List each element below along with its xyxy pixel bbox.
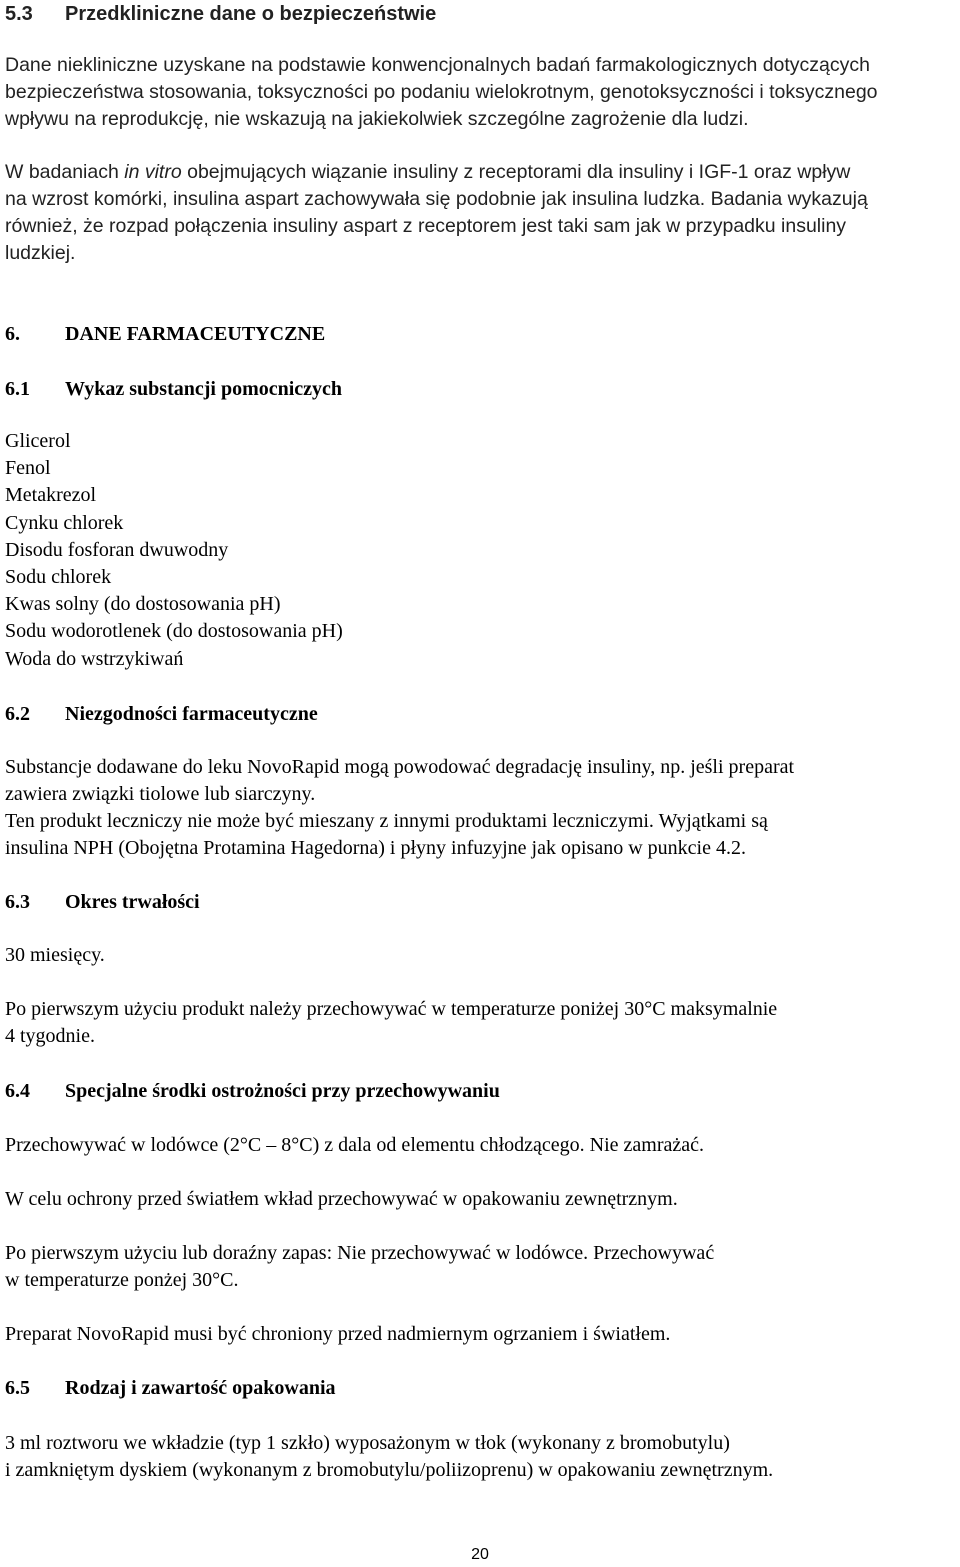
section-5-3-paragraph-1 xyxy=(5,52,955,133)
section-6-4-heading xyxy=(5,1079,955,1103)
text-line: 4 tygodnie. xyxy=(5,1025,95,1047)
list-item: Disodu fosforan dwuwodny xyxy=(5,538,229,561)
text-line: Przechowywać w lodówce (2°C – 8°C) z dala od elementu chłodzącego. Nie zamrażać. xyxy=(5,1134,705,1156)
section-6-3-paragraph-2 xyxy=(5,996,955,1050)
list-item: Fenol xyxy=(5,457,51,480)
section-6-heading xyxy=(5,322,955,346)
section-5-3-heading xyxy=(5,2,955,26)
list-item: Glicerol xyxy=(5,430,71,452)
text-fragment: W badaniach xyxy=(5,161,125,183)
text-line: 30 miesięcy. xyxy=(5,944,105,966)
text-line: zawiera związki tiolowe lub siarczyny. xyxy=(5,783,316,805)
section-title: Okres trwałości xyxy=(65,891,200,913)
section-6-1-heading xyxy=(5,377,955,401)
text-line: insulina NPH (Obojętna Protamina Hagedorna) i płyny infuzyjne jak opisano w punkcie 4.2. xyxy=(5,837,746,859)
text-line: bezpieczeństwa stosowania, toksyczności po podaniu wielokrotnym, genotoksyczności i toksycznego xyxy=(5,81,878,103)
text-line: Po pierwszym użyciu produkt należy przechowywać w temperaturze poniżej 30°C maksymalnie xyxy=(5,998,778,1020)
text-line: Substancje dodawane do leku NovoRapid mogą powodować degradację insuliny, np. jeśli preparat xyxy=(5,756,795,778)
section-6-2-heading xyxy=(5,702,955,726)
list-item: Cynku chlorek xyxy=(5,511,124,534)
list-item: Kwas solny (do dostosowania pH) xyxy=(5,593,281,616)
text-line: W celu ochrony przed światłem wkład przechowywać w opakowaniu zewnętrznym. xyxy=(5,1188,678,1210)
text-line: w temperaturze ponżej 30°C. xyxy=(5,1269,239,1291)
text-line: wpływu na reprodukcję, nie wskazują na jakiekolwiek szczególne zagrożenie dla ludzi. xyxy=(5,108,749,130)
section-title: DANE FARMACEUTYCZNE xyxy=(65,323,326,345)
text-line: i zamkniętym dyskiem (wykonanym z bromobutylu/poliizoprenu) w opakowaniu zewnętrznym. xyxy=(5,1459,774,1481)
section-6-3-paragraph-1 xyxy=(5,942,955,969)
section-6-5-heading xyxy=(5,1376,955,1400)
section-6-4-paragraph-4 xyxy=(5,1321,955,1348)
section-title: Specjalne środki ostrożności przy przechowywaniu xyxy=(65,1080,500,1102)
text-line: Po pierwszym użyciu lub doraźny zapas: Nie przechowywać w lodówce. Przechowywać xyxy=(5,1242,715,1264)
section-title: Przedkliniczne dane o bezpieczeństwie xyxy=(65,3,437,25)
text-line: 3 ml roztworu we wkładzie (typ 1 szkło) wyposażonym w tłok (wykonany z bromobutylu) xyxy=(5,1432,730,1454)
text-line: na wzrost komórki, insulina aspart zachowywała się podobnie jak insulina ludzka. Badania wykazują xyxy=(5,188,868,210)
section-number: 6.3 xyxy=(5,891,30,913)
text-line: również, że rozpad połączenia insuliny aspart z receptorem jest taki sam jak w przypadku insuliny xyxy=(5,215,847,237)
list-item: Sodu chlorek xyxy=(5,566,112,589)
section-number: 5.3 xyxy=(5,3,33,25)
excipients-list xyxy=(5,428,955,673)
italic-term: in vitro xyxy=(124,161,182,183)
section-6-4-paragraph-2 xyxy=(5,1186,955,1213)
text-line: ludzkiej. xyxy=(5,242,76,264)
section-6-3-heading xyxy=(5,890,955,914)
list-item: Metakrezol xyxy=(5,484,97,507)
section-number: 6. xyxy=(5,323,20,345)
text-line: Dane niekliniczne uzyskane na podstawie konwencjonalnych badań farmakologicznych dotyczących xyxy=(5,54,870,76)
text-line: Preparat NovoRapid musi być chroniony przed nadmiernym ogrzaniem i światłem. xyxy=(5,1323,671,1345)
section-6-5-paragraph xyxy=(5,1430,955,1484)
section-6-4-paragraph-1 xyxy=(5,1132,955,1159)
section-6-4-paragraph-3 xyxy=(5,1240,955,1294)
section-title: Rodzaj i zawartość opakowania xyxy=(65,1377,336,1399)
list-item: Sodu wodorotlenek (do dostosowania pH) xyxy=(5,620,343,643)
section-title: Wykaz substancji pomocniczych xyxy=(65,378,343,400)
list-item: Woda do wstrzykiwań xyxy=(5,647,184,670)
section-number: 6.2 xyxy=(5,703,30,725)
text-fragment: obejmujących wiązanie insuliny z receptorami dla insuliny i IGF-1 oraz wpływ xyxy=(181,161,851,183)
section-6-2-paragraph xyxy=(5,754,955,862)
text-line xyxy=(5,159,955,186)
section-title: Niezgodności farmaceutyczne xyxy=(65,703,318,725)
section-5-3-paragraph-2 xyxy=(5,159,955,267)
text-line: Ten produkt leczniczy nie może być mieszany z innymi produktami leczniczymi. Wyjątkami są xyxy=(5,810,768,832)
section-number: 6.5 xyxy=(5,1377,30,1399)
page-number: 20 xyxy=(471,1546,489,1563)
section-number: 6.4 xyxy=(5,1080,30,1102)
section-number: 6.1 xyxy=(5,378,30,400)
